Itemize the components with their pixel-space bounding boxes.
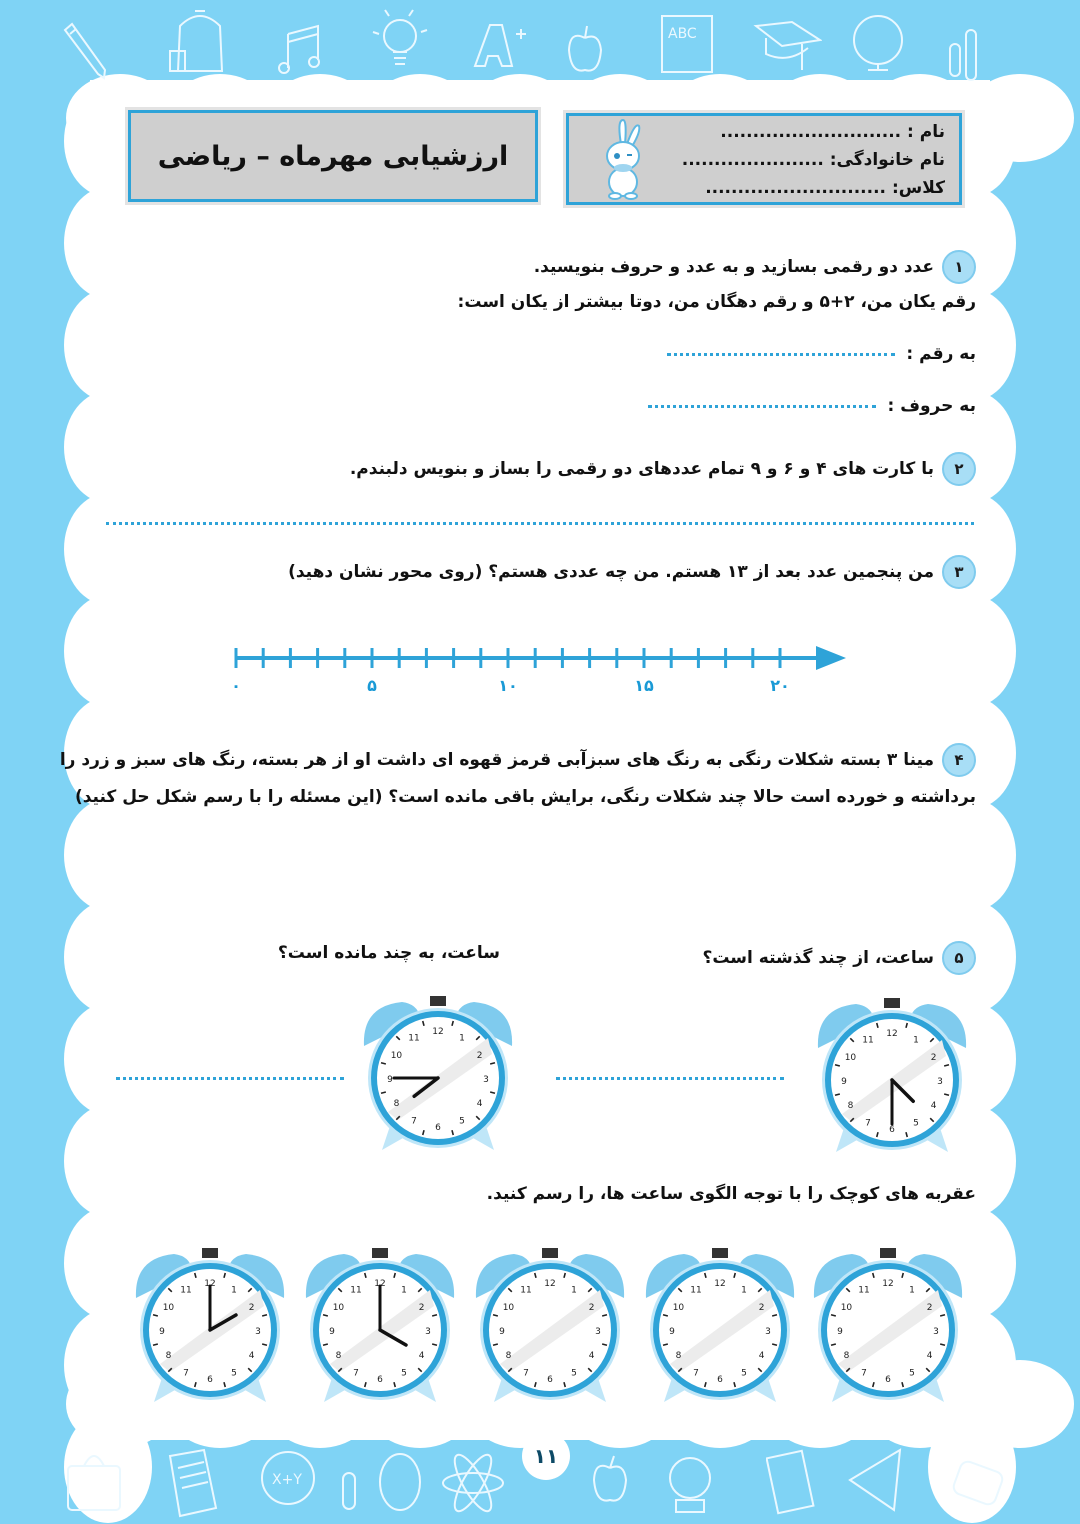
question-2 xyxy=(350,452,976,486)
clock-numeral: 5 xyxy=(231,1368,237,1379)
triangle-icon xyxy=(844,1440,914,1524)
paper-icon xyxy=(160,1448,220,1522)
question-number-badge: ۵ xyxy=(942,941,976,975)
clock-numeral: 7 xyxy=(183,1368,189,1379)
question-4-line-1: مینا ۳ بسته شکلات رنگی به رنگ های سبزآبی قرمز قهوه ای داشت او از هر بسته، رنگ های سبز و زرد را xyxy=(59,750,934,770)
clock-numeral: 10 xyxy=(672,1303,685,1313)
pattern-clock-blank[interactable] xyxy=(470,1244,630,1408)
clock-numeral: 12 xyxy=(374,1279,386,1289)
clock-numeral: 11 xyxy=(690,1285,702,1296)
number-line-label: ۲۰ xyxy=(770,676,790,695)
clock-numeral: 11 xyxy=(180,1285,192,1296)
clock-numeral: 1 xyxy=(909,1285,915,1296)
svg-text:ABC: ABC xyxy=(668,26,697,42)
clock-numeral: 9 xyxy=(837,1327,843,1337)
question-1-subtext: رقم یکان من، ۲+۵ و رقم دهگان من، دوتا بیشتر از یکان است: xyxy=(457,292,976,312)
question-4 xyxy=(60,743,976,777)
question-4-drawing-area[interactable] xyxy=(106,820,976,930)
clock-numeral: 10 xyxy=(844,1053,857,1063)
clock-numeral: 8 xyxy=(505,1351,512,1361)
clock-button xyxy=(884,998,900,1008)
clock-numeral: 9 xyxy=(387,1075,393,1085)
clock-numeral: 2 xyxy=(926,1303,933,1313)
question-5-left-prompt: ساعت، به چند مانده است؟ xyxy=(277,943,500,963)
a-plus-icon xyxy=(470,20,530,74)
answer-digits-row xyxy=(667,344,977,364)
clock-numeral: 8 xyxy=(675,1351,682,1361)
briefcase-icon xyxy=(64,1446,124,1520)
palette-icon xyxy=(375,1450,425,1520)
clock-numeral: 4 xyxy=(758,1351,765,1361)
question-number-badge: ۲ xyxy=(942,452,976,486)
clock-numeral: 7 xyxy=(353,1368,359,1379)
number-line-label: ۰ xyxy=(231,676,241,695)
clock-numeral: 12 xyxy=(714,1279,726,1289)
clock-numeral: 2 xyxy=(588,1303,595,1313)
clock-numeral: 1 xyxy=(459,1033,465,1044)
arrow-head-icon xyxy=(816,646,846,670)
sharpener-icon xyxy=(950,1460,1010,1514)
graduation-cap-icon xyxy=(752,18,822,82)
pattern-clock-blank[interactable] xyxy=(808,1244,968,1408)
name-blank[interactable]: ............................ xyxy=(720,122,902,142)
clock-numeral: 6 xyxy=(435,1123,441,1133)
music-note-icon xyxy=(278,24,328,78)
pattern-prompt: عقربه های کوچک را با توجه الگوی ساعت ها، را رسم کنید. xyxy=(486,1184,976,1204)
answer-words-label: به حروف : xyxy=(887,396,976,416)
svg-text:X+Y: X+Y xyxy=(272,1472,302,1488)
question-3-text: من پنجمین عدد بعد از ۱۳ هستم. من چه عددی هستم؟ (روی محور نشان دهید) xyxy=(288,562,934,582)
question-5 xyxy=(702,941,976,975)
clock-half-past xyxy=(812,994,972,1158)
clock-button xyxy=(202,1248,218,1258)
clock-numeral: 7 xyxy=(523,1368,529,1379)
clock-numeral: 10 xyxy=(502,1303,515,1313)
student-info-card xyxy=(566,113,962,205)
number-line-label: ۵ xyxy=(367,676,377,695)
clock-numeral: 3 xyxy=(933,1327,939,1337)
clock-quarter-to xyxy=(358,992,518,1156)
clock-numeral: 11 xyxy=(858,1285,870,1296)
clock-numeral: 4 xyxy=(930,1101,937,1111)
clock-numeral: 12 xyxy=(544,1279,556,1289)
clock-numeral: 8 xyxy=(335,1351,342,1361)
clock-numeral: 12 xyxy=(886,1029,898,1039)
left-clock-answer-blank[interactable] xyxy=(116,1076,344,1080)
clock-numeral: 9 xyxy=(669,1327,675,1337)
x-plus-y-bubble-icon xyxy=(256,1448,320,1518)
clock-button xyxy=(880,1248,896,1258)
page-number: ۱۱ xyxy=(522,1432,570,1480)
apple-icon xyxy=(565,20,605,84)
clock-numeral: 8 xyxy=(393,1099,400,1109)
clock-numeral: 6 xyxy=(547,1375,553,1385)
clock-numeral: 5 xyxy=(741,1368,747,1379)
question-number-badge: ۳ xyxy=(942,555,976,589)
pattern-clock-blank[interactable] xyxy=(640,1244,800,1408)
clock-numeral: 3 xyxy=(937,1077,943,1087)
question-2-text: با کارت های ۴ و ۶ و ۹ تمام عددهای دو رقمی را بساز و بنویس دلبندم. xyxy=(349,459,934,479)
clock-numeral: 3 xyxy=(765,1327,771,1337)
bunny-mascot-icon xyxy=(591,118,651,200)
clock-numeral: 4 xyxy=(476,1099,483,1109)
clock-numeral: 4 xyxy=(588,1351,595,1361)
clock-numeral: 11 xyxy=(350,1285,362,1296)
clock-numeral: 11 xyxy=(520,1285,532,1296)
clock-numeral: 1 xyxy=(401,1285,407,1296)
class-label: کلاس: xyxy=(891,178,945,198)
clock-numeral: 2 xyxy=(758,1303,765,1313)
book-icon xyxy=(766,1448,816,1522)
clock-numeral: 7 xyxy=(693,1368,699,1379)
clock-numeral: 3 xyxy=(425,1327,431,1337)
clock-numeral: 1 xyxy=(913,1035,919,1046)
globe-icon xyxy=(848,12,908,80)
clock-numeral: 5 xyxy=(909,1368,915,1379)
clock-numeral: 6 xyxy=(717,1375,723,1385)
number-line-label: ۱۵ xyxy=(634,676,654,695)
clock-numeral: 5 xyxy=(401,1368,407,1379)
clock-numeral: 11 xyxy=(862,1035,874,1046)
clock-numeral: 10 xyxy=(840,1303,853,1313)
clock-numeral: 9 xyxy=(159,1327,165,1337)
answer-words-row xyxy=(648,396,976,416)
clock-numeral: 7 xyxy=(411,1116,417,1127)
clock-numeral: 6 xyxy=(889,1125,895,1135)
number-line-label: ۱۰ xyxy=(498,676,518,695)
clock-button xyxy=(372,1248,388,1258)
question-1 xyxy=(534,250,976,284)
paperclip-icon xyxy=(340,1470,360,1518)
clock-numeral: 9 xyxy=(841,1077,847,1087)
clock-numeral: 10 xyxy=(332,1303,345,1313)
clock-numeral: 11 xyxy=(408,1033,420,1044)
clock-numeral: 8 xyxy=(843,1351,850,1361)
pattern-clock xyxy=(300,1244,460,1408)
clock-numeral: 6 xyxy=(885,1375,891,1385)
clock-numeral: 5 xyxy=(571,1368,577,1379)
clock-numeral: 5 xyxy=(459,1116,465,1127)
bell-icon xyxy=(660,1448,720,1522)
question-3 xyxy=(288,555,976,589)
question-1-text: عدد دو رقمی بسازید و به عدد و حروف بنویسید. xyxy=(533,257,934,277)
lightbulb-icon xyxy=(365,4,435,78)
class-field[interactable] xyxy=(705,178,945,198)
clock-numeral: 6 xyxy=(377,1375,383,1385)
pattern-clock xyxy=(130,1244,290,1408)
apple-icon xyxy=(590,1450,630,1514)
name-field[interactable] xyxy=(720,122,945,142)
worksheet-title-card xyxy=(128,110,538,202)
number-line[interactable] xyxy=(228,630,858,700)
clock-numeral: 8 xyxy=(847,1101,854,1111)
clock-numeral: 3 xyxy=(255,1327,261,1337)
worksheet-title: ارزشیابی مهرماه – ریاضی xyxy=(157,140,509,172)
clock-numeral: 7 xyxy=(865,1118,871,1129)
clock-numeral: 12 xyxy=(204,1279,216,1289)
clock-numeral: 3 xyxy=(483,1075,489,1085)
clock-numeral: 12 xyxy=(432,1027,444,1037)
clock-numeral: 5 xyxy=(913,1118,919,1129)
atom-icon xyxy=(440,1448,506,1522)
backpack-icon xyxy=(160,6,240,80)
name-label: نام : xyxy=(907,122,945,142)
family-name-field[interactable] xyxy=(682,150,945,170)
clock-numeral: 7 xyxy=(861,1368,867,1379)
clock-numeral: 2 xyxy=(476,1051,483,1061)
clock-numeral: 2 xyxy=(418,1303,425,1313)
clock-button xyxy=(712,1248,728,1258)
clock-button xyxy=(430,996,446,1006)
clock-numeral: 10 xyxy=(162,1303,175,1313)
clock-numeral: 9 xyxy=(499,1327,505,1337)
right-clock-answer-blank[interactable] xyxy=(556,1076,784,1080)
clock-numeral: 1 xyxy=(571,1285,577,1296)
question-4-line-2: برداشته و خورده است حالا چند شکلات رنگی، برایش باقی مانده است؟ (این مسئله را با رسم شکل حل کنید) xyxy=(74,787,976,807)
clock-numeral: 4 xyxy=(248,1351,255,1361)
clock-numeral: 1 xyxy=(231,1285,237,1296)
question-2-answer-blank[interactable] xyxy=(106,521,974,525)
clock-numeral: 1 xyxy=(741,1285,747,1296)
clock-numeral: 4 xyxy=(418,1351,425,1361)
answer-digits-blank[interactable] xyxy=(667,352,895,356)
clock-numeral: 6 xyxy=(207,1375,213,1385)
question-5-right-prompt: ساعت، از چند گذشته است؟ xyxy=(702,948,934,968)
family-name-label: نام خانوادگی: xyxy=(829,150,945,170)
clock-numeral: 2 xyxy=(248,1303,255,1313)
clock-numeral: 4 xyxy=(926,1351,933,1361)
test-tube-icon xyxy=(944,14,984,88)
clock-numeral: 2 xyxy=(930,1053,937,1063)
question-number-badge: ۴ xyxy=(942,743,976,777)
family-name-blank[interactable]: ...................... xyxy=(681,150,824,170)
abc-book-icon xyxy=(658,12,718,78)
answer-words-blank[interactable] xyxy=(648,404,876,408)
answer-digits-label: به رقم : xyxy=(906,344,976,364)
clock-numeral: 3 xyxy=(595,1327,601,1337)
clock-numeral: 12 xyxy=(882,1279,894,1289)
clock-button xyxy=(542,1248,558,1258)
clock-numeral: 9 xyxy=(329,1327,335,1337)
question-number-badge: ۱ xyxy=(942,250,976,284)
class-blank[interactable]: ............................ xyxy=(705,178,887,198)
clock-numeral: 8 xyxy=(165,1351,172,1361)
clock-numeral: 10 xyxy=(390,1051,403,1061)
pencil-icon xyxy=(60,22,110,86)
